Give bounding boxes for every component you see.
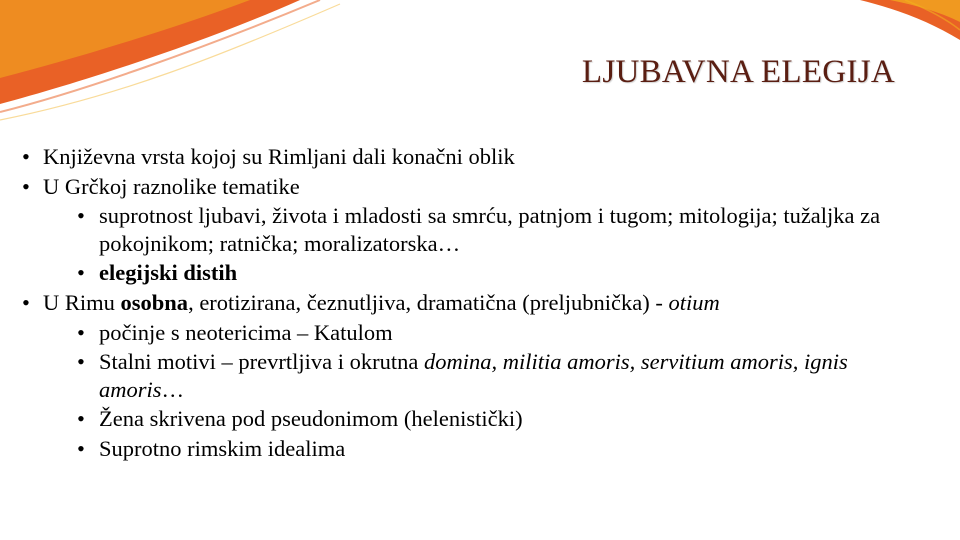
bullet-glyph: • bbox=[77, 436, 85, 461]
sub-bullet-item bbox=[22, 258, 937, 288]
sub-bullet-item bbox=[22, 318, 937, 348]
slide-title: LJUBAVNA ELEGIJA bbox=[581, 54, 895, 90]
bullet-list bbox=[22, 142, 937, 464]
bullet-glyph: • bbox=[22, 174, 30, 199]
bullet-text: … bbox=[161, 377, 185, 402]
bullet-text: Suprotno rimskim idealima bbox=[99, 436, 346, 461]
bullet-text-bold: osobna bbox=[120, 290, 189, 315]
sub-bullet-item bbox=[22, 202, 937, 258]
bullet-text: suprotnost ljubavi, života i mladosti sa smrću, patnjom i tugom; mitologija; tužaljka za pokojnikom; ratnička; moralizatorska… bbox=[99, 203, 881, 256]
bullet-text-italic: domina, militia amoris, servitium amoris, ignis amoris bbox=[99, 349, 848, 402]
bullet-text: , erotizirana, čeznutljiva, dramatična (preljubnička) - bbox=[188, 290, 669, 315]
bullet-text-bold: elegijski distih bbox=[99, 260, 238, 285]
bullet-glyph: • bbox=[77, 406, 85, 431]
bullet-item bbox=[22, 288, 937, 318]
sub-bullet-item bbox=[22, 434, 937, 464]
bullet-glyph: • bbox=[22, 290, 30, 315]
bullet-glyph: • bbox=[77, 349, 85, 374]
bullet-glyph: • bbox=[77, 203, 85, 228]
bullet-item bbox=[22, 172, 937, 202]
bullet-glyph: • bbox=[77, 260, 85, 285]
bullet-text: počinje s neotericima – Katulom bbox=[99, 320, 393, 345]
bullet-item bbox=[22, 142, 937, 172]
bullet-text: Stalni motivi – prevrtljiva i okrutna bbox=[99, 349, 424, 374]
bullet-text: Žena skrivena pod pseudonimom (helenistički) bbox=[99, 406, 523, 431]
bullet-text: U Grčkoj raznolike tematike bbox=[43, 174, 300, 199]
bullet-text: Književna vrsta kojoj su Rimljani dali konačni oblik bbox=[43, 144, 515, 169]
sub-bullet-item bbox=[22, 348, 937, 404]
bullet-text: U Rimu bbox=[43, 290, 121, 315]
sub-bullet-item bbox=[22, 404, 937, 434]
bullet-text-italic: otium bbox=[668, 290, 720, 315]
bullet-glyph: • bbox=[22, 144, 30, 169]
bullet-glyph: • bbox=[77, 320, 85, 345]
